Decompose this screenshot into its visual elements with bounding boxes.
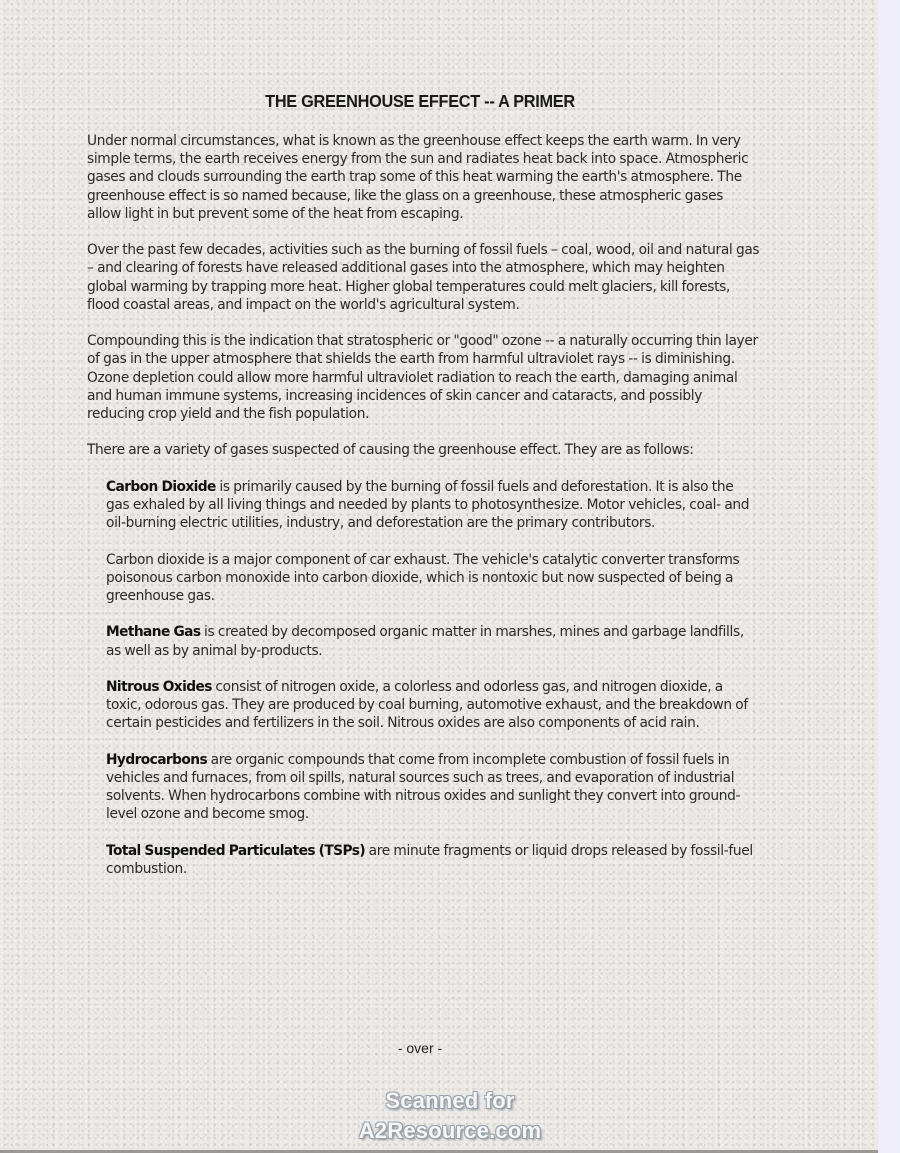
scanner-margin-strip — [878, 0, 900, 1153]
scan-watermark — [300, 1086, 600, 1146]
intro-paragraph: Under normal circumstances, what is known as the greenhouse effect keeps the earth warm. In very simple terms, the earth receives energy from the sun and radiates heat back into space. Atmospheric gases and clouds surrounding the earth trap some of this heat warming the earth's atmosphere. The greenhouse effect is so named because, like the glass on a greenhouse, these atmospheric gases allow light in but prevent some of the heat from escaping. — [87, 133, 749, 222]
gas-item-hydrocarbons — [106, 751, 755, 824]
gas-item-carbon-dioxide — [106, 478, 755, 533]
gas-term: Carbon Dioxide — [106, 478, 216, 495]
gas-term: Nitrous Oxides — [106, 678, 212, 695]
gas-term: Hydrocarbons — [106, 751, 208, 768]
gas-description: is created by decomposed organic matter in marshes, mines and garbage landfills, as well as by animal by-products. — [106, 624, 744, 659]
document-body — [87, 132, 767, 896]
gases-intro-paragraph: There are a variety of gases suspected of causing the greenhouse effect. They are as follows: — [87, 442, 694, 459]
gas-item-nitrous-oxides — [106, 678, 755, 733]
gas-list — [106, 478, 767, 878]
page-continuation-note: - over - — [397, 1040, 443, 1056]
ozone-paragraph: Compounding this is the indication that stratospheric or "good" ozone -- a naturally occurring thin layer of gas in the upper atmosphere that shields the earth from harmful ultraviolet rays -- is diminishing. Ozone depletion could allow more harmful ultraviolet radiation to reach the earth, damaging animal and human immune systems, increasing incidences of skin cancer and cataracts, and possibly reducing crop yield and the fish population. — [87, 333, 758, 423]
gas-description: Carbon dioxide is a major component of car exhaust. The vehicle's catalytic converter transforms poisonous carbon monoxide into carbon dioxide, which is nontoxic but now suspected of being a greenhouse gas. — [106, 551, 740, 604]
watermark-line-2: A2Resource.com — [358, 1118, 542, 1143]
gas-description: is primarily caused by the burning of fossil fuels and deforestation. It is also the gas exhaled by all living things and needed by plants to photosynthesize. Motor vehicles, coal- and oil-burning electric utilities, industry, and deforestation are the primary contributors. — [106, 478, 750, 532]
gas-term: Methane Gas — [106, 624, 201, 641]
watermark-line-1: Scanned for — [385, 1088, 515, 1113]
gas-item-tsps — [106, 842, 755, 878]
gas-description: are minute fragments or liquid drops released by fossil-fuel combustion. — [106, 842, 753, 877]
gas-term: Total Suspended Particulates (TSPs) — [106, 842, 366, 859]
document-title: THE GREENHOUSE EFFECT -- A PRIMER — [265, 91, 575, 111]
gas-item-methane — [106, 623, 755, 659]
gas-item-carbon-dioxide-exhaust — [106, 551, 755, 606]
gas-description: are organic compounds that come from incomplete combustion of fossil fuels in vehicles and furnaces, from oil spills, natural sources such as trees, and evaporation of industrial solvents. When hydrocarbons combine with nitrous oxides and sunlight they convert into ground-level ozone and become smog. — [106, 751, 741, 823]
gas-description: consist of nitrogen oxide, a colorless and odorless gas, and nitrogen dioxide, a toxic, odorous gas. They are produced by coal burning, automotive exhaust, and the breakdown of certain pesticides and fertilizers in the soil. Nitrous oxides are also components of acid rain. — [106, 678, 748, 732]
fossil-fuels-paragraph: Over the past few decades, activities such as the burning of fossil fuels – coal, wood, oil and natural gas – and clearing of forests have released additional gases into the atmosphere, which may heighten global warming by trapping more heat. Higher global temperatures could melt glaciers, kill forests, flood coastal areas, and impact on the world's agricultural system. — [87, 242, 760, 313]
